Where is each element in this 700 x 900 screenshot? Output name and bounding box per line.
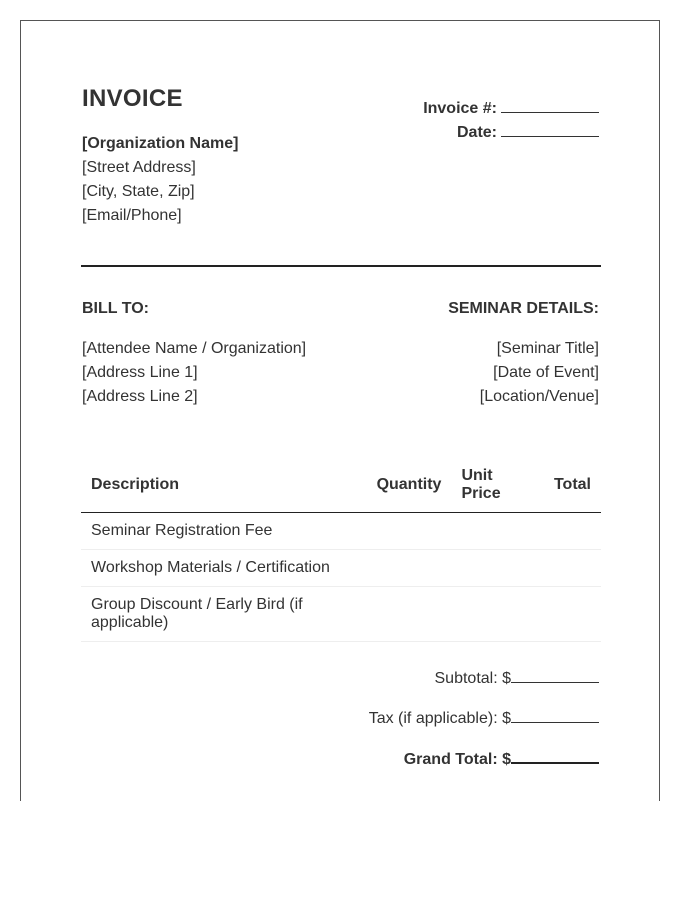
invoice-date-row: [457, 124, 599, 142]
row-quantity[interactable]: [367, 550, 452, 587]
bill-to-line: [Address Line 1]: [82, 364, 198, 381]
table-header-row: [81, 458, 601, 513]
row-quantity[interactable]: [367, 587, 452, 642]
grand-total-row: [404, 750, 599, 769]
bill-to-line: [Attendee Name / Organization]: [82, 340, 307, 357]
invoice-number-row: [423, 100, 599, 118]
table-row: [81, 513, 601, 550]
tax-label: Tax (if applicable): $: [368, 710, 511, 727]
column-header-unit-price: Unit Price: [451, 458, 533, 513]
seminar-detail-line: [Date of Event]: [493, 364, 599, 381]
subtotal-label: Subtotal: $: [434, 670, 511, 687]
row-description: Workshop Materials / Certification: [81, 550, 367, 587]
bill-to-heading: BILL TO:: [82, 300, 149, 317]
table-row: [81, 587, 601, 642]
invoice-page: [20, 20, 660, 801]
invoice-date-blank[interactable]: [501, 124, 599, 137]
row-unit-price[interactable]: [451, 550, 533, 587]
invoice-date-label: Date:: [456, 124, 497, 141]
organization-name: [Organization Name]: [82, 135, 239, 152]
invoice-number-blank[interactable]: [501, 100, 599, 113]
column-header-quantity: Quantity: [367, 458, 452, 513]
invoice-title: INVOICE: [82, 85, 183, 112]
bill-to-line: [Address Line 2]: [82, 388, 198, 405]
city-state-zip: [City, State, Zip]: [82, 183, 195, 200]
invoice-number-label: Invoice #:: [423, 100, 497, 117]
row-unit-price[interactable]: [451, 513, 533, 550]
grand-total-blank[interactable]: [511, 750, 599, 764]
line-items-table: [81, 458, 601, 642]
subtotal-blank[interactable]: [511, 670, 599, 683]
row-total[interactable]: [533, 587, 601, 642]
header-divider: [81, 265, 601, 267]
seminar-detail-line: [Location/Venue]: [479, 388, 599, 405]
row-total[interactable]: [533, 550, 601, 587]
subtotal-row: [435, 670, 600, 688]
row-unit-price[interactable]: [451, 587, 533, 642]
table-row: [81, 550, 601, 587]
street-address: [Street Address]: [82, 159, 196, 176]
email-phone: [Email/Phone]: [82, 207, 182, 224]
row-description: Group Discount / Early Bird (if applicable): [81, 587, 367, 642]
seminar-details-heading: SEMINAR DETAILS:: [448, 300, 599, 317]
tax-row: [369, 710, 599, 728]
column-header-description: Description: [81, 458, 367, 513]
row-quantity[interactable]: [367, 513, 452, 550]
tax-blank[interactable]: [511, 710, 599, 723]
seminar-detail-line: [Seminar Title]: [496, 340, 599, 357]
column-header-total: Total: [533, 458, 601, 513]
row-description: Seminar Registration Fee: [81, 513, 367, 550]
grand-total-label: Grand Total: $: [403, 751, 511, 768]
row-total[interactable]: [533, 513, 601, 550]
